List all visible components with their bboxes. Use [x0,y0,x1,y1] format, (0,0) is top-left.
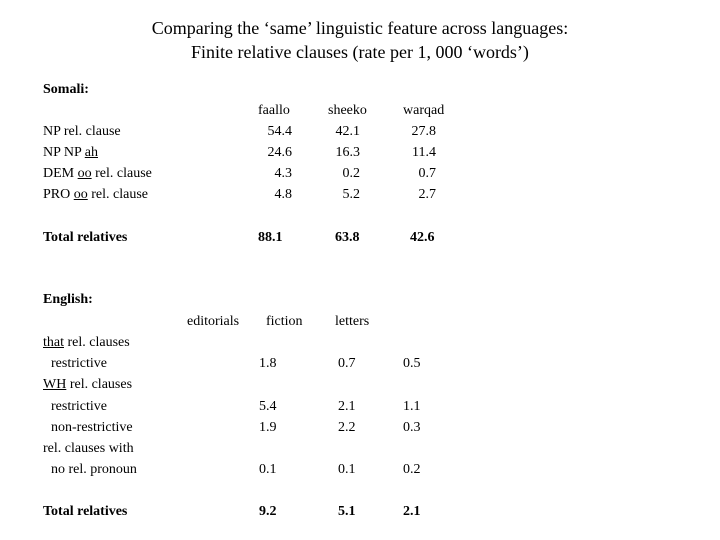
table-cell: 0.1 [338,462,356,477]
table-cell: 0.1 [259,462,277,477]
table-cell: 2.1 [338,399,356,414]
table-cell: 5.4 [259,399,277,414]
english-heading: English: [43,292,93,307]
somali-heading: Somali: [43,82,89,97]
english-row-label: restrictive [51,356,107,371]
english-row-label: non-restrictive [51,420,133,435]
somali-total-label: Total relatives [43,230,128,245]
table-cell: 0.3 [403,420,421,435]
title-line-1: Comparing the ‘same’ linguistic feature across languages: [151,18,569,38]
english-row-label: restrictive [51,399,107,414]
table-cell: 2.7 [418,187,436,202]
table-cell: 42.6 [410,230,435,245]
english-col-header: fiction [266,314,303,329]
english-row-label: that rel. clauses [43,335,130,350]
table-cell: 27.8 [411,124,436,139]
table-cell: 2.1 [403,504,421,519]
table-cell: 5.2 [342,187,360,202]
table-cell: 0.2 [403,462,421,477]
somali-col-header: sheeko [328,103,367,118]
somali-col-header: faallo [258,103,290,118]
somali-row-label: NP NP ah [43,145,98,160]
somali-row-label: NP rel. clause [43,124,121,139]
table-cell: 16.3 [335,145,360,160]
english-col-header: letters [335,314,370,329]
table-cell: 2.2 [338,420,356,435]
somali-row-label: DEM oo rel. clause [43,166,152,181]
somali-row-label: PRO oo rel. clause [43,187,148,202]
somali-col-header: warqad [403,103,445,118]
table-cell: 1.9 [259,420,277,435]
table-cell: 0.2 [342,166,360,181]
table-cell: 0.7 [338,356,356,371]
table-cell: 0.5 [403,356,421,371]
english-row-label: rel. clauses with [43,441,134,456]
english-total-label: Total relatives [43,504,128,519]
table-cell: 0.7 [418,166,436,181]
table-cell: 88.1 [258,230,283,245]
english-col-header: editorials [187,314,240,329]
table-cell: 11.4 [412,145,436,160]
english-row-label: WH rel. clauses [43,377,133,392]
title-line-2: Finite relative clauses (rate per 1, 000 ‘words’) [191,42,529,62]
table-cell: 5.1 [338,504,356,519]
table-cell: 63.8 [335,230,360,245]
table-cell: 1.8 [259,356,277,371]
table-cell: 42.1 [335,124,360,139]
table-cell: 54.4 [267,124,292,139]
table-cell: 9.2 [259,504,277,519]
table-cell: 1.1 [403,399,421,414]
english-row-label: no rel. pronoun [51,462,137,477]
table-cell: 4.3 [274,166,292,181]
table-cell: 24.6 [267,145,292,160]
table-cell: 4.8 [274,187,292,202]
